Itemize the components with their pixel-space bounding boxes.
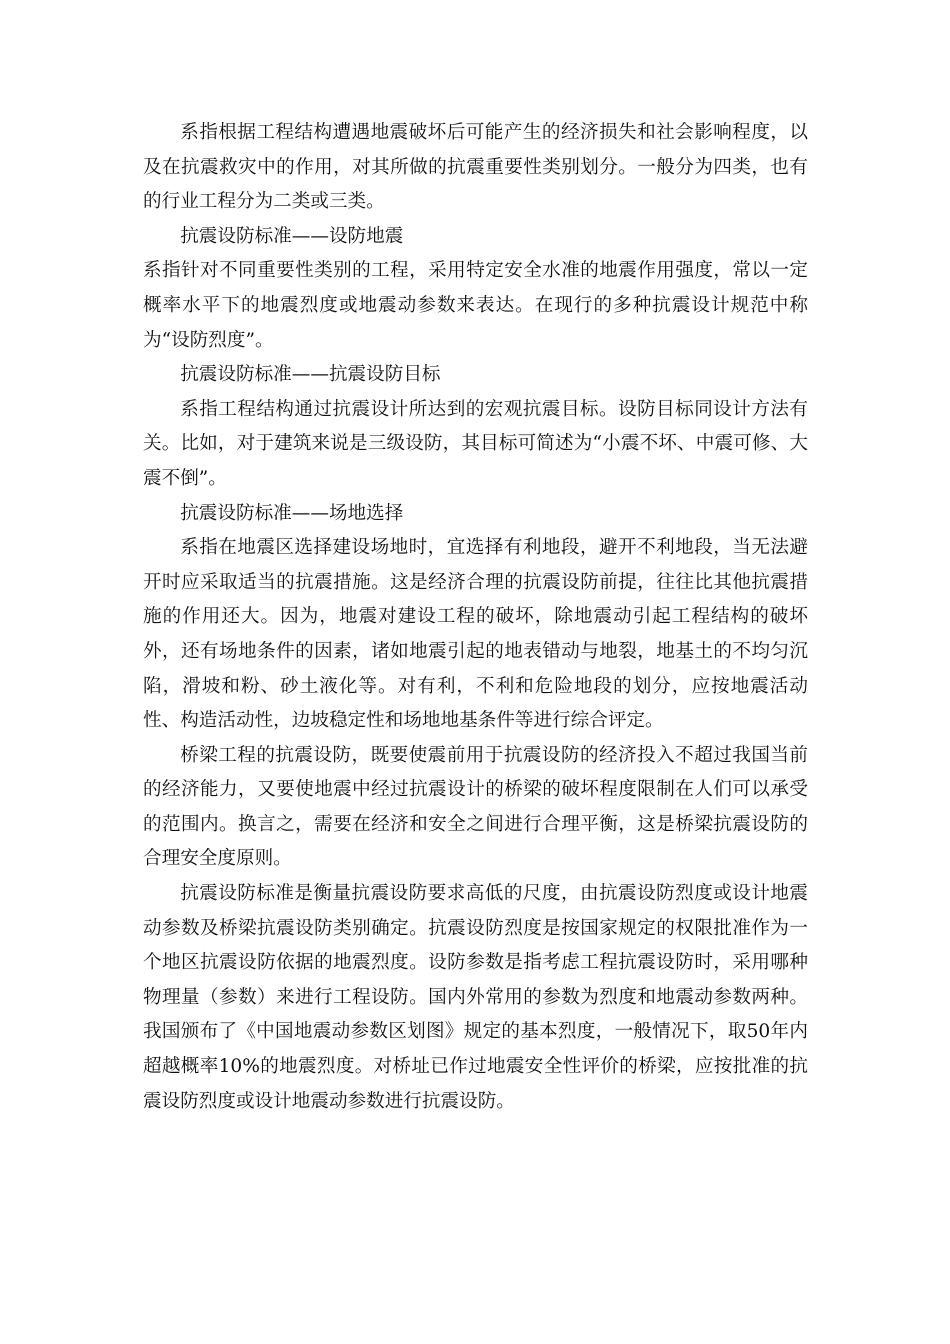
heading-fortification-target: 抗震设防标准——抗震设防目标: [180, 364, 441, 386]
paragraph-bridge-fortification: 桥梁工程的抗震设防，既要使震前用于抗震设防的经济投入不超过我国当前的经济能力，又要使地震中经过抗震设计的桥梁的破坏程度限制在人们可以承受的范围内。换言之，需要在经济和安全之间进行合理平衡，这是桥梁抗震设防的合理安全度原则。: [143, 744, 808, 870]
paragraph-fortification-target: 系指工程结构通过抗震设计所达到的宏观抗震目标。设防目标同设计方法有关。比如，对于建筑来说是三级设防，其目标可简述为“小震不坏、中震可修、大震不倒”。: [143, 398, 808, 489]
heading-site-selection: 抗震设防标准——场地选择: [180, 502, 404, 524]
document-page: [143, 116, 808, 1119]
paragraph-site-selection: 系指在地震区选择建设场地时，宜选择有利地段，避开不利地段，当无法避开时应采取适当的抗震措施。这是经济合理的抗震设防前提，往往比其他抗震措施的作用还大。因为，地震对建设工程的破坏，除地震动引起工程结构的破坏外，还有场地条件的因素，诸如地震引起的地表错动与地裂，地基土的不均匀沉陷，滑坡和粉、砂土液化等。对有利，不利和危险地段的划分，应按地震活动性、构造活动性，边坡稳定性和场地地基条件等进行综合评定。: [143, 537, 808, 732]
paragraph-importance-category: 系指根据工程结构遭遇地震破坏后可能产生的经济损失和社会影响程度，以及在抗震救灾中的作用，对其所做的抗震重要性类别划分。一般分为四类，也有的行业工程分为二类或三类。: [143, 122, 808, 213]
heading-design-earthquake: 抗震设防标准——设防地震: [180, 225, 404, 247]
paragraph-design-earthquake: 系指针对不同重要性类别的工程，采用特定安全水准的地震作用强度，常以一定概率水平下的地震烈度或地震动参数来表达。在现行的多种抗震设计规范中称为“设防烈度”。: [143, 260, 808, 351]
paragraph-fortification-standard: 抗震设防标准是衡量抗震设防要求高低的尺度，由抗震设防烈度或设计地震动参数及桥梁抗震设防类别确定。抗震设防烈度是按国家规定的权限批准作为一个地区抗震设防依据的地震烈度。设防参数是指考虑工程抗震设防时，采用哪种物理量（参数）来进行工程设防。国内外常用的参数为烈度和地震动参数两种。我国颁布了《中国地震动参数区划图》规定的基本烈度，一般情况下，取50年内超越概率10%的地震烈度。对桥址已作过地震安全性评价的桥梁，应按批准的抗震设防烈度或设计地震动参数进行抗震设防。: [143, 883, 808, 1112]
